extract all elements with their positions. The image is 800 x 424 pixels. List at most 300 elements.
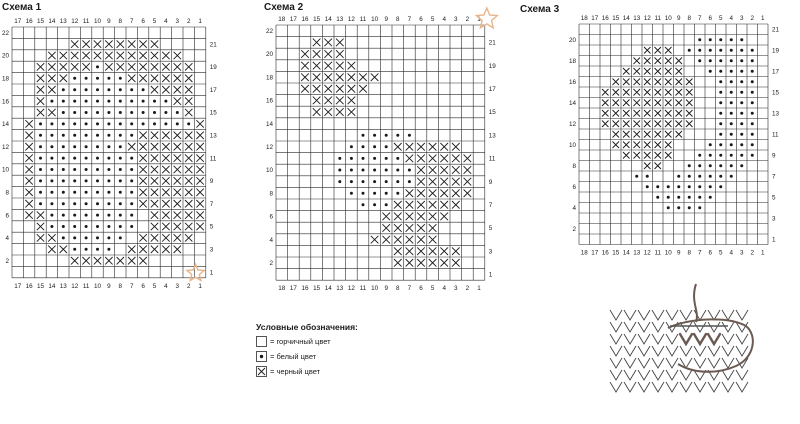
col-label-bottom: 5	[430, 285, 435, 293]
dot-cell	[719, 38, 722, 41]
dot-cell	[85, 77, 88, 80]
cross-cell	[665, 68, 672, 75]
row-label-left: 16	[568, 78, 576, 86]
col-label-bottom: 11	[82, 282, 90, 290]
cross-cell	[634, 58, 641, 65]
col-label-bottom: 14	[622, 249, 630, 257]
dot-cell	[107, 88, 110, 91]
cross-cell	[676, 110, 683, 117]
dot-cell	[751, 133, 754, 136]
dot-cell	[730, 38, 733, 41]
cross-cell	[452, 155, 460, 163]
cross-cell	[613, 100, 620, 107]
cross-cell	[676, 131, 683, 138]
row-label-right: 7	[772, 173, 776, 181]
dot-cell	[164, 111, 167, 114]
cross-cell	[174, 246, 181, 253]
cross-cell	[602, 121, 609, 128]
row-label-right: 7	[209, 200, 214, 208]
col-label-top: 17	[591, 15, 599, 22]
cross-cell	[151, 143, 158, 150]
cross-cell	[25, 143, 32, 150]
dot-cell	[39, 202, 42, 205]
dot-cell	[119, 157, 122, 160]
row-label-right: 19	[772, 47, 780, 55]
cross-cell	[313, 108, 321, 116]
col-label-top: 18	[278, 16, 286, 23]
cross-cell	[128, 75, 135, 82]
dot-cell	[740, 133, 743, 136]
col-label-bottom: 18	[580, 249, 588, 257]
dot-cell	[396, 157, 399, 160]
col-label-top: 1	[198, 18, 202, 25]
dot-cell	[751, 154, 754, 157]
cross-cell	[644, 89, 651, 96]
cross-cell	[406, 201, 414, 209]
cross-cell	[162, 200, 169, 207]
col-label-top: 4	[442, 16, 446, 23]
col-label-top: 7	[129, 18, 134, 25]
dot-cell	[396, 134, 399, 137]
row-label-right: 11	[209, 155, 217, 163]
dot-cell	[719, 164, 722, 167]
cross-cell	[644, 163, 651, 170]
cross-cell	[644, 121, 651, 128]
dot-cell	[730, 112, 733, 115]
col-label-bottom: 9	[384, 285, 388, 293]
cross-cell	[162, 52, 169, 59]
cross-cell	[655, 68, 662, 75]
cross-cell	[185, 86, 192, 93]
col-label-top: 14	[324, 16, 332, 23]
cross-cell	[324, 62, 332, 70]
cross-cell	[406, 155, 414, 163]
dot-cell	[730, 175, 733, 178]
dot-cell	[698, 49, 701, 52]
dot-cell	[730, 49, 733, 52]
col-label-bottom: 14	[48, 282, 56, 290]
dot-cell	[62, 191, 65, 194]
legend-label-black: = черный цвет	[270, 367, 321, 376]
cross-cell	[440, 178, 448, 186]
cross-cell	[60, 246, 67, 253]
dot-cell	[677, 175, 680, 178]
cross-cell	[139, 132, 146, 139]
dot-cell	[719, 91, 722, 94]
dot-cell	[362, 192, 365, 195]
col-label-top: 12	[347, 16, 355, 23]
dot-cell	[96, 202, 99, 205]
dot-cell	[73, 168, 76, 171]
dot-cell	[730, 91, 733, 94]
cross-cell	[634, 68, 641, 75]
cross-cell	[37, 109, 44, 116]
cross-cell	[394, 213, 402, 221]
dot-cell	[73, 122, 76, 125]
cross-cell	[174, 189, 181, 196]
col-label-top: 12	[71, 18, 79, 25]
dot-cell	[73, 236, 76, 239]
cross-cell	[174, 132, 181, 139]
cross-cell	[139, 63, 146, 70]
legend-item-mustard	[256, 334, 358, 349]
row-label-left: 8	[5, 189, 9, 197]
cross-cell	[406, 259, 414, 267]
cross-cell	[452, 143, 460, 151]
cross-cell	[464, 178, 472, 186]
dot-cell	[408, 169, 411, 172]
dot-cell	[709, 38, 712, 41]
cross-cell	[128, 52, 135, 59]
dot-cell	[96, 225, 99, 228]
cross-cell	[655, 110, 662, 117]
cross-cell	[105, 63, 112, 70]
cross-cell	[128, 257, 135, 264]
dot-cell	[62, 202, 65, 205]
dot-cell	[740, 112, 743, 115]
col-label-top: 7	[697, 15, 702, 22]
dot-cell	[50, 122, 53, 125]
cross-cell	[162, 154, 169, 161]
dot-cell	[751, 59, 754, 62]
cross-cell	[37, 75, 44, 82]
dot-cell	[408, 180, 411, 183]
cross-cell	[185, 166, 192, 173]
dot-cell	[62, 236, 65, 239]
row-label-left: 12	[265, 144, 273, 151]
col-label-bottom: 3	[739, 249, 744, 257]
cross-cell	[348, 62, 356, 70]
cross-cell	[301, 73, 309, 81]
row-label-left: 4	[572, 204, 576, 212]
scheme-2-grid	[260, 0, 500, 300]
cross-cell	[676, 121, 683, 128]
cross-cell	[634, 142, 641, 149]
dot-cell	[730, 164, 733, 167]
dot-cell	[142, 111, 145, 114]
col-label-bottom: 7	[129, 282, 134, 290]
dot-cell	[107, 122, 110, 125]
dot-cell	[385, 192, 388, 195]
dot-cell	[709, 196, 712, 199]
col-label-bottom: 4	[164, 282, 168, 290]
row-label-left: 8	[572, 162, 576, 170]
cross-cell	[151, 52, 158, 59]
scheme-3-grid	[518, 0, 788, 270]
dot-cell	[96, 65, 99, 68]
cross-cell	[394, 247, 402, 255]
cross-cell	[151, 86, 158, 93]
dot-cell	[153, 100, 156, 103]
cross-cell	[185, 97, 192, 104]
cross-cell	[71, 257, 78, 264]
dot-cell	[85, 191, 88, 194]
cross-cell	[185, 177, 192, 184]
cross-cell	[196, 223, 203, 230]
cross-cell	[665, 58, 672, 65]
dot-cell	[719, 143, 722, 146]
col-label-bottom: 1	[198, 282, 202, 290]
cross-cell	[655, 79, 662, 86]
cross-cell	[623, 100, 630, 107]
dot-cell	[73, 191, 76, 194]
cross-cell	[162, 86, 169, 93]
row-label-left: 4	[269, 236, 273, 244]
cross-cell	[406, 224, 414, 232]
col-label-bottom: 6	[141, 282, 145, 290]
dot-cell	[338, 169, 341, 172]
dot-cell	[709, 154, 712, 157]
dot-cell	[751, 91, 754, 94]
dot-cell	[698, 38, 701, 41]
col-label-top: 17	[14, 18, 22, 25]
cross-cell	[162, 166, 169, 173]
col-label-top: 18	[580, 15, 588, 22]
cross-cell	[440, 201, 448, 209]
cross-cell	[429, 224, 437, 232]
legend-label-mustard: = горчичный цвет	[270, 337, 331, 346]
cross-cell	[429, 259, 437, 267]
dot-cell	[73, 202, 76, 205]
scheme-1-title: Схема 1	[2, 2, 42, 13]
dot-cell	[164, 122, 167, 125]
cross-cell	[634, 110, 641, 117]
dot-cell	[85, 100, 88, 103]
cross-cell	[452, 201, 460, 209]
dot-cell	[96, 88, 99, 91]
col-label-top: 12	[643, 15, 651, 22]
col-label-bottom: 8	[118, 282, 123, 290]
row-label-right: 9	[209, 178, 214, 186]
cross-cell	[139, 246, 146, 253]
cross-cell	[382, 224, 390, 232]
row-label-right: 3	[209, 246, 214, 254]
cross-cell	[117, 257, 124, 264]
dot-cell	[667, 185, 670, 188]
cross-cell	[348, 73, 356, 81]
cross-cell	[665, 110, 672, 117]
cross-cell	[676, 89, 683, 96]
dot-cell	[107, 225, 110, 228]
legend-label-white: = белый цвет	[270, 352, 317, 361]
col-label-top: 3	[175, 18, 180, 25]
dot-cell	[62, 214, 65, 217]
cross-cell	[162, 189, 169, 196]
cross-cell	[37, 223, 44, 230]
dot-cell	[719, 133, 722, 136]
cross-cell	[634, 152, 641, 159]
col-label-top: 11	[359, 16, 367, 23]
cross-cell	[25, 154, 32, 161]
cross-cell	[151, 40, 158, 47]
cross-cell	[452, 247, 460, 255]
cross-cell	[196, 143, 203, 150]
dot-cell	[119, 214, 122, 217]
row-label-right: 21	[772, 26, 780, 34]
cross-cell	[348, 85, 356, 93]
dot-cell	[730, 154, 733, 157]
cross-cell	[324, 39, 332, 47]
cross-cell	[440, 155, 448, 163]
dot-cell	[677, 196, 680, 199]
row-label-right: 15	[488, 109, 496, 117]
dot-cell	[751, 49, 754, 52]
duplicate-stitch-illustration	[608, 282, 758, 400]
dot-cell	[62, 179, 65, 182]
dot-cell	[730, 70, 733, 73]
cross-cell	[406, 143, 414, 151]
legend-item-black	[256, 364, 358, 379]
dot-cell	[142, 100, 145, 103]
cross-cell	[665, 89, 672, 96]
dot-cell	[85, 111, 88, 114]
cross-cell	[336, 50, 344, 58]
cross-cell	[151, 246, 158, 253]
dot-cell	[107, 145, 110, 148]
dot-cell	[85, 236, 88, 239]
dot-cell	[107, 134, 110, 137]
cross-cell	[139, 177, 146, 184]
cross-cell	[602, 110, 609, 117]
cross-cell	[665, 100, 672, 107]
cross-cell	[417, 213, 425, 221]
dot-cell	[130, 157, 133, 160]
cross-cell	[151, 75, 158, 82]
dot-cell	[730, 143, 733, 146]
cross-cell	[665, 152, 672, 159]
dot-cell	[107, 191, 110, 194]
cross-cell	[634, 89, 641, 96]
cross-cell	[174, 223, 181, 230]
dot-cell	[688, 196, 691, 199]
col-label-top: 15	[36, 18, 45, 25]
col-label-bottom: 11	[359, 285, 367, 293]
cross-cell	[440, 189, 448, 197]
col-label-top: 8	[396, 16, 400, 23]
cross-cell	[440, 259, 448, 267]
dot-cell	[385, 169, 388, 172]
dot-cell	[719, 59, 722, 62]
dot-cell	[119, 134, 122, 137]
cross-cell	[406, 213, 414, 221]
dot-cell	[119, 111, 122, 114]
dot-cell	[73, 77, 76, 80]
cross-cell	[623, 110, 630, 117]
col-label-top: 14	[48, 18, 56, 25]
cross-cell	[429, 189, 437, 197]
cross-cell	[655, 47, 662, 54]
row-label-left: 14	[568, 99, 576, 107]
dot-cell	[362, 134, 365, 137]
grid-lines	[12, 27, 206, 278]
cross-cell	[48, 86, 55, 93]
cross-cell	[359, 85, 367, 93]
cross-cell	[94, 257, 101, 264]
dot-cell	[119, 225, 122, 228]
cross-cell	[139, 143, 146, 150]
cross-cell	[406, 247, 414, 255]
cross-cell	[623, 89, 630, 96]
cross-cell	[139, 154, 146, 161]
dot-cell	[85, 145, 88, 148]
cross-cell	[162, 246, 169, 253]
cross-cell	[382, 213, 390, 221]
col-label-top: 6	[419, 16, 423, 23]
cross-cell	[174, 97, 181, 104]
cross-cell	[196, 120, 203, 127]
dot-cell	[385, 203, 388, 206]
dot-cell	[698, 59, 701, 62]
col-label-bottom: 14	[324, 285, 332, 293]
cross-cell	[623, 152, 630, 159]
cross-cell	[417, 259, 425, 267]
dot-cell	[96, 77, 99, 80]
row-label-right: 13	[772, 110, 780, 118]
dot-cell	[85, 168, 88, 171]
cross-cell	[151, 189, 158, 196]
dot-cell	[96, 111, 99, 114]
cross-cell	[185, 154, 192, 161]
dot-cell	[130, 111, 133, 114]
cross-cell	[429, 143, 437, 151]
cross-cell	[613, 131, 620, 138]
cross-cell	[644, 58, 651, 65]
col-label-top: 11	[654, 15, 662, 22]
dot-cell	[107, 77, 110, 80]
dot-cell	[107, 100, 110, 103]
cross-cell	[185, 75, 192, 82]
dot-cell	[50, 225, 53, 228]
cross-cell	[417, 155, 425, 163]
dot-cell	[62, 145, 65, 148]
cross-cell	[394, 236, 402, 244]
cross-cell	[382, 236, 390, 244]
cross-cell	[151, 234, 158, 241]
cross-cell	[429, 247, 437, 255]
col-label-top: 5	[152, 18, 157, 25]
col-label-top: 1	[477, 16, 481, 23]
cross-cell	[644, 68, 651, 75]
dot-cell	[667, 196, 670, 199]
cross-cell	[313, 73, 321, 81]
col-label-top: 1	[760, 15, 765, 22]
row-label-right: 1	[209, 269, 214, 277]
cross-cell	[196, 211, 203, 218]
dot-cell	[751, 101, 754, 104]
row-label-left: 6	[572, 183, 576, 191]
cross-cell	[417, 224, 425, 232]
col-label-top: 3	[739, 15, 744, 22]
col-label-top: 8	[687, 15, 692, 22]
dot-cell	[85, 134, 88, 137]
legend-item-white	[256, 349, 358, 364]
cross-cell	[174, 154, 181, 161]
dot-cell	[62, 122, 65, 125]
cross-cell	[644, 110, 651, 117]
dot-cell	[39, 122, 42, 125]
row-label-right: 11	[488, 155, 496, 163]
dot-cell	[709, 70, 712, 73]
row-label-right: 1	[488, 271, 493, 279]
dot-cell	[719, 154, 722, 157]
cross-cell	[94, 40, 101, 47]
cross-cell	[82, 52, 89, 59]
cross-cell	[644, 47, 651, 54]
cross-cell	[417, 236, 425, 244]
col-label-bottom: 7	[407, 285, 412, 293]
dot-cell	[677, 185, 680, 188]
cross-cell	[634, 131, 641, 138]
